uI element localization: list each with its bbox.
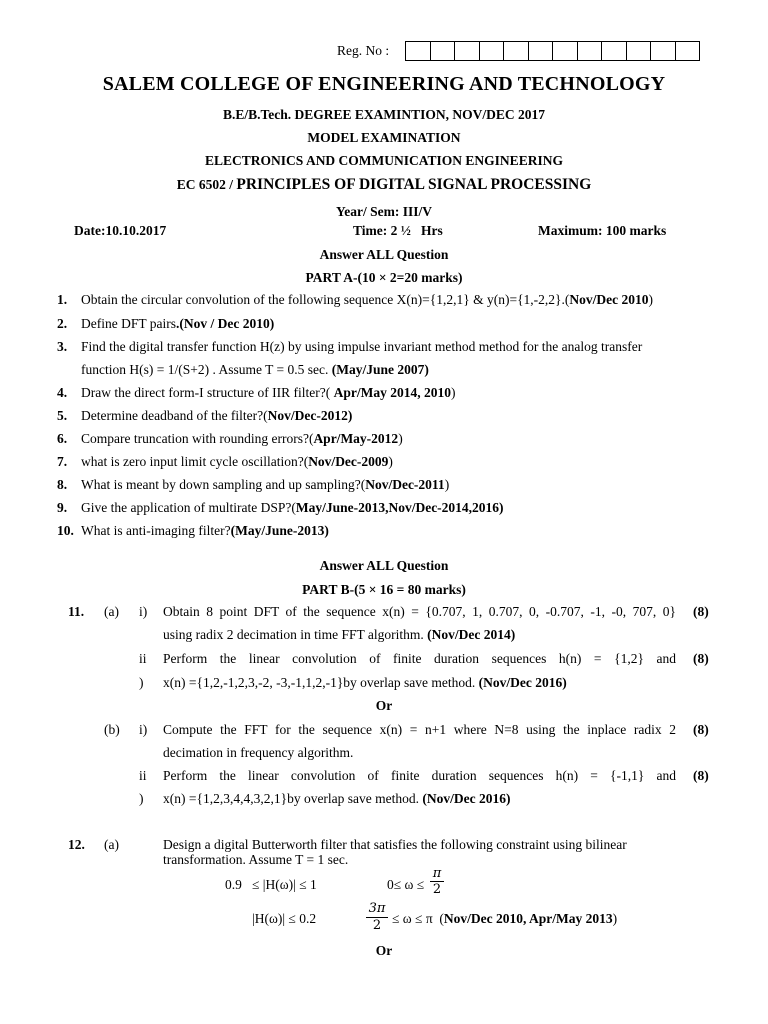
- question-number: 7.: [57, 454, 68, 469]
- item-label: ): [139, 791, 144, 806]
- course-name: PRINCIPLES OF DIGITAL SIGNAL PROCESSING: [236, 176, 592, 193]
- question-text: function H(s) = 1/(S+2) . Assume T = 0.5 sec. (May/June 2007): [81, 362, 429, 377]
- exam-time: Time: 2 ½ Hrs: [353, 223, 443, 238]
- year-sem: Year/ Sem: III/V: [336, 204, 432, 219]
- reg-no-box[interactable]: [504, 42, 529, 60]
- question-text: Perform the linear convolution of finite duration sequences h(n) = {1,2} and: [163, 651, 676, 666]
- question-number: 3.: [57, 339, 68, 354]
- question-text: What is anti-imaging filter?(May/June-2013): [81, 523, 329, 538]
- exam-line: MODEL EXAMINATION: [307, 130, 461, 145]
- exam-date: Date:10.10.2017: [74, 223, 167, 238]
- question-number: 4.: [57, 385, 68, 400]
- question-text: Give the application of multirate DSP?(May/June-2013,Nov/Dec-2014,2016): [81, 500, 504, 515]
- reg-no-box[interactable]: [406, 42, 431, 60]
- degree-line: B.E/B.Tech. DEGREE EXAMINTION, NOV/DEC 2017: [222, 107, 546, 122]
- fraction-3pi-over-2: $\frac{3\pi}{2}$: [366, 901, 388, 934]
- question-text: Obtain the circular convolution of the following sequence X(n)={1,2,1} & y(n)={1,-2,2}.(Nov/Dec 2010): [81, 292, 654, 307]
- question-text: decimation in frequency algorithm.: [163, 745, 354, 760]
- constraint-passband: 0.9 ≤ |H(ω)| ≤ 1: [225, 877, 317, 892]
- question-text: Draw the direct form-I structure of IIR filter?( Apr/May 2014, 2010): [81, 385, 456, 400]
- reg-no-box[interactable]: [529, 42, 554, 60]
- marks: (8): [693, 722, 709, 737]
- question-text: x(n) ={1,2,-1,2,3,-2, -3,-1,1,2,-1}by overlap save method. (Nov/Dec 2016): [163, 675, 567, 690]
- item-label: ii: [139, 651, 147, 666]
- or-separator: Or: [375, 698, 393, 713]
- marks: (8): [693, 651, 709, 666]
- reg-no-box[interactable]: [602, 42, 627, 60]
- question-text: x(n) ={1,2,3,4,4,3,2,1}by overlap save method. (Nov/Dec 2016): [163, 791, 511, 806]
- part-a-title: PART A-(10 × 2=20 marks): [305, 270, 463, 285]
- item-label: i): [139, 722, 148, 737]
- course-code: EC 6502 /: [176, 177, 237, 192]
- constraint-passband-range: 0≤ ω ≤: [387, 877, 425, 892]
- reg-no-box[interactable]: [480, 42, 505, 60]
- question-number: 5.: [57, 408, 68, 423]
- constraint-stopband: |H(ω)| ≤ 0.2: [252, 911, 317, 926]
- reg-no-box[interactable]: [455, 42, 480, 60]
- question-number: 1.: [57, 292, 68, 307]
- subpart-label: (a): [104, 604, 119, 619]
- question-text: Determine deadband of the filter?(Nov/Dec-2012): [81, 408, 353, 423]
- reg-no-box[interactable]: [553, 42, 578, 60]
- question-text: Design a digital Butterworth filter that satisfies the following constraint using bilinear: [163, 837, 627, 852]
- question-number: 10.: [57, 523, 74, 538]
- constraint-stopband-range: ≤ ω ≤ π (Nov/Dec 2010, Apr/May 2013): [392, 911, 618, 926]
- question-text: what is zero input limit cycle oscillation?(Nov/Dec-2009): [81, 454, 393, 469]
- reg-no-box[interactable]: [578, 42, 603, 60]
- part-b-title: PART B-(5 × 16 = 80 marks): [302, 582, 466, 597]
- question-text: What is meant by down sampling and up sampling?(Nov/Dec-2011): [81, 477, 450, 492]
- subpart-label: (b): [104, 722, 120, 737]
- fraction-pi-over-2: $\frac{\pi}{2}$: [430, 866, 444, 897]
- max-marks: Maximum: 100 marks: [538, 223, 667, 238]
- question-text: Define DFT pairs.(Nov / Dec 2010): [81, 316, 275, 331]
- question-number: 2.: [57, 316, 68, 331]
- reg-no-label: Reg. No :: [337, 43, 390, 58]
- question-number: 11.: [68, 604, 85, 619]
- or-separator: Or: [375, 943, 393, 958]
- question-number: 6.: [57, 431, 68, 446]
- college-title: SALEM COLLEGE OF ENGINEERING AND TECHNOLOGY: [102, 73, 666, 95]
- department-line: ELECTRONICS AND COMMUNICATION ENGINEERING: [205, 153, 563, 168]
- item-label: i): [139, 604, 148, 619]
- subpart-label: (a): [104, 837, 119, 852]
- reg-no-boxes[interactable]: [405, 41, 700, 61]
- question-number: 8.: [57, 477, 68, 492]
- question-text: Find the digital transfer function H(z) by using impulse invariant method method for the analog transfer: [81, 339, 643, 354]
- question-text: transformation. Assume T = 1 sec.: [163, 852, 349, 867]
- question-text: using radix 2 decimation in time FFT algorithm. (Nov/Dec 2014): [163, 627, 516, 642]
- question-text: Obtain 8 point DFT of the sequence x(n) = {0.707, 1, 0.707, 0, -0.707, -1, -0, 707, 0}: [163, 604, 676, 619]
- question-number: 12.: [68, 837, 85, 852]
- question-text: Compare truncation with rounding errors?(Apr/May-2012): [81, 431, 403, 446]
- question-text: Perform the linear convolution of finite duration sequences h(n) = {-1,1} and: [163, 768, 676, 783]
- reg-no-box[interactable]: [627, 42, 652, 60]
- course-line: [0, 176, 768, 194]
- question-text: Compute the FFT for the sequence x(n) = n+1 where N=8 using the inplace radix 2: [163, 722, 676, 737]
- item-label: ii: [139, 768, 147, 783]
- marks: (8): [693, 768, 709, 783]
- marks: (8): [693, 604, 709, 619]
- reg-no-box[interactable]: [651, 42, 676, 60]
- reg-no-box[interactable]: [431, 42, 456, 60]
- reg-no-box[interactable]: [676, 42, 700, 60]
- item-label: ): [139, 675, 144, 690]
- part-a-instruction: Answer ALL Question: [319, 247, 449, 262]
- part-b-instruction: Answer ALL Question: [319, 558, 449, 573]
- question-number: 9.: [57, 500, 68, 515]
